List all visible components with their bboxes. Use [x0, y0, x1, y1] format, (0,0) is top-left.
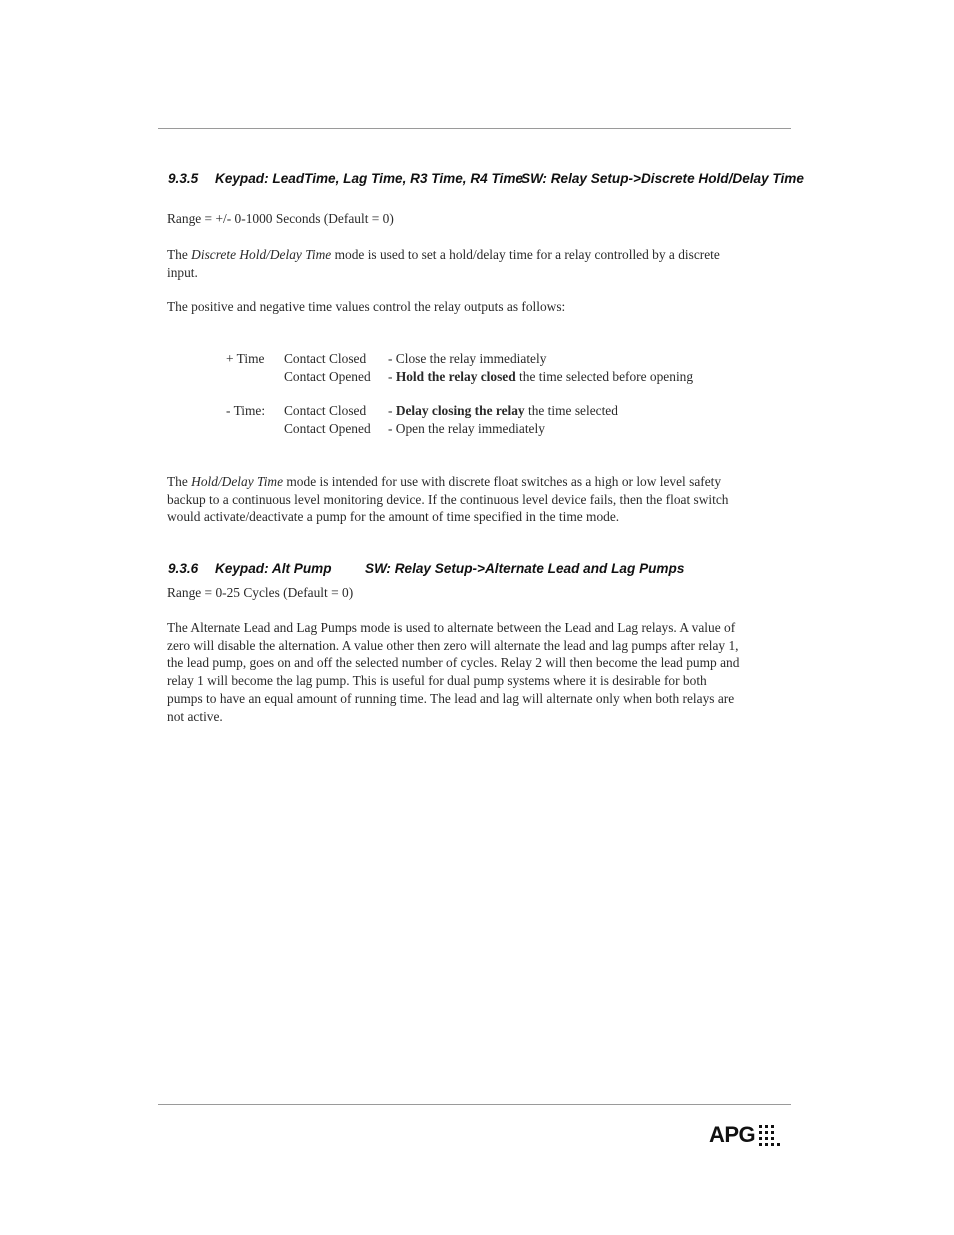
header-rule: [158, 128, 791, 129]
apg-logo: [709, 1122, 783, 1148]
alternate-paragraph: The Alternate Lead and Lag Pumps mode is used to alternate between the Lead and Lag relays. A value of zero will disable the alternation. A value other then zero will alternate the lead and lag pumps after relay 1, the lead pump, goes on and off the selected number of cycles. Relay 2 will then become the lead pump and relay 1 will become the lag pump. This is useful for dual pump systems where it is desirable for both pumps to have an equal amount of running time. The lead and lag will alternate only when both relays are not active.: [167, 620, 740, 724]
logo-grid-icon: [757, 1123, 783, 1147]
keypad-label: Keypad: LeadTime, Lag Time, R3 Time, R4 Time: [215, 171, 523, 186]
software-path: SW: Relay Setup->Discrete Hold/Delay Time: [521, 171, 804, 186]
mode-name: Discrete Hold/Delay Time: [191, 247, 332, 262]
range-text: Range = 0-25 Cycles (Default = 0): [167, 585, 354, 600]
section-heading-9-3-5: [168, 171, 804, 189]
footer-rule: [158, 1104, 791, 1105]
contact-closed-label: Contact Closed: [284, 351, 367, 366]
values-intro: The positive and negative time values control the relay outputs as follows:: [167, 299, 566, 314]
section-number: 9.3.6: [168, 561, 199, 576]
contact-opened-label: Contact Opened: [284, 369, 371, 384]
contact-opened-label: Contact Opened: [284, 421, 371, 436]
contact-desc: - Open the relay immediately: [388, 421, 545, 436]
contact-desc: - Close the relay immediately: [388, 351, 547, 366]
logo-text: APG: [709, 1122, 756, 1147]
contact-desc: - Hold the relay closed the time selected before opening: [388, 369, 694, 384]
mode-name: Hold/Delay Time: [191, 474, 284, 489]
intro-paragraph: The Discrete Hold/Delay Time mode is used to set a hold/delay time for a relay controlled by a discrete input.: [167, 247, 720, 280]
software-path: SW: Relay Setup->Alternate Lead and Lag Pumps: [365, 561, 685, 576]
minus-time-label: - Time:: [226, 403, 266, 418]
contact-desc: - Delay closing the relay the time selected: [388, 403, 618, 418]
keypad-label: Keypad: Alt Pump: [215, 561, 332, 576]
section-number: 9.3.5: [168, 171, 199, 186]
section-heading-9-3-6: [168, 561, 798, 579]
usage-paragraph: The Hold/Delay Time mode is intended for use with discrete float switches as a high or low level safety backup to a continuous level monitoring device. If the continuous level device fails, then the float switch would activate/deactivate a pump for the amount of time specified in the time mode.: [167, 474, 729, 525]
range-text: Range = +/- 0-1000 Seconds (Default = 0): [167, 211, 394, 226]
contact-closed-label: Contact Closed: [284, 403, 367, 418]
plus-time-label: + Time: [226, 351, 265, 366]
